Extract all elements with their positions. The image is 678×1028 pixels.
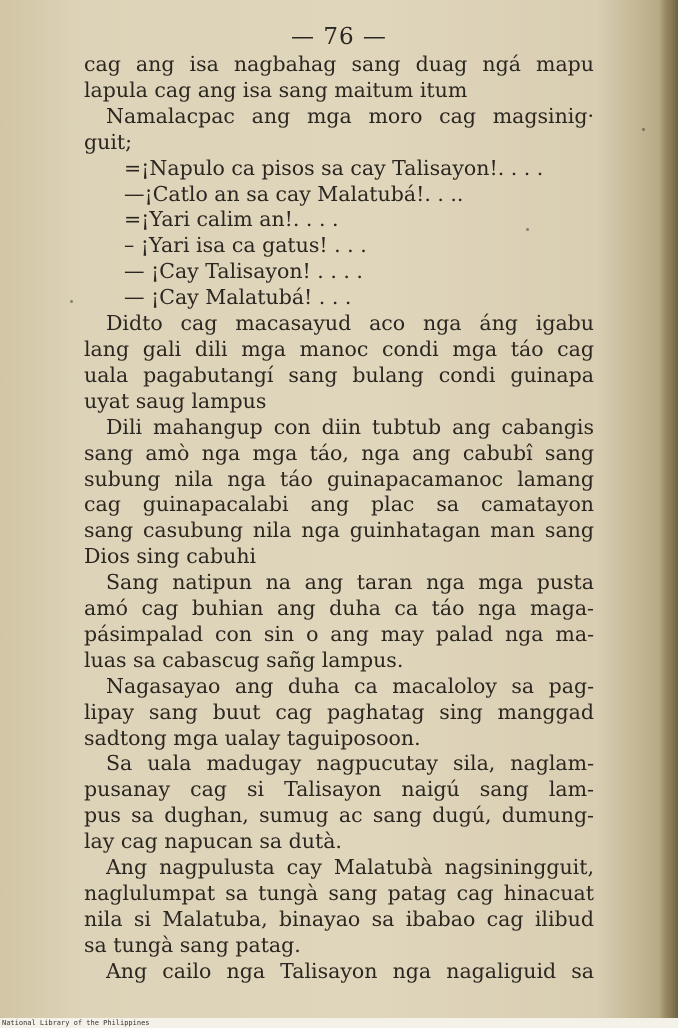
text-line: amó cag buhian ang duha ca táo nga maga- [84, 596, 594, 621]
text-line: cag guinapacalabi ang plac sa camatayon [84, 492, 594, 517]
ink-speck [642, 128, 645, 131]
text-line: uyat saug lampus [84, 388, 267, 413]
text-line: lay cag napucan sa dutà. [84, 829, 342, 854]
dialog-line: — ¡Cay Malatubá! . . . [124, 285, 352, 310]
text-line: luas sa cabascug sañg lampus. [84, 647, 404, 672]
ink-speck [70, 300, 73, 303]
text-line: Didto cag macasayud aco nga áng igabu [106, 311, 594, 336]
dialog-line: – ¡Yari isa ca gatus! . . . [124, 233, 367, 258]
dialog-line: —¡Catlo an sa cay Malatubá!. . .. [124, 181, 464, 206]
text-line: lang gali dili mga manoc condi mga táo cag [84, 336, 594, 361]
page-spine-shadow [660, 0, 678, 1018]
page-number: — 76 — [291, 24, 387, 50]
page-text [84, 52, 594, 985]
dialog-line: — ¡Cay Talisayon! . . . . [124, 259, 363, 284]
text-line: lapula cag ang isa sang maitum itum [84, 77, 468, 102]
text-line: nila si Malatuba, binayao sa ibabao cag ilibud [84, 906, 594, 931]
text-line: Sang natipun na ang taran nga mga pusta [106, 570, 594, 595]
text-line: Dili mahangup con diin tubtub ang cabangis [106, 414, 594, 439]
text-line: sadtong mga ualay taguiposoon. [84, 725, 421, 750]
text-line: naglulumpat sa tungà sang patag cag hinacuat [84, 881, 594, 905]
text-line: sang casubung nila nga guinhatagan man sang [84, 518, 594, 543]
text-line: Ang cailo nga Talisayon nga nagaliguid sa [106, 958, 594, 983]
text-line: sang amò nga mga táo, nga ang cabubî sang [84, 440, 594, 465]
text-line: pusanay cag si Talisayon naigú sang lam- [84, 777, 594, 802]
text-line: sa tungà sang patag. [84, 932, 301, 957]
dialog-line: =¡Napulo ca pisos sa cay Talisayon!. . . . [124, 155, 544, 180]
text-line: cag ang isa nagbahag sang duag ngá mapu [84, 52, 594, 76]
footer-credit: National Library of the Philippines [0, 1018, 678, 1028]
text-line: Sa uala madugay nagpucutay sila, naglam- [106, 751, 594, 776]
dialog-line: =¡Yari calim an!. . . . [124, 207, 339, 232]
text-line: subung nila nga táo guinapacamanoc lamang [84, 466, 594, 491]
text-line: pásimpalad con sin o ang may palad nga ma- [84, 621, 594, 646]
text-line: pus sa dughan, sumug ac sang dugú, dumung- [84, 803, 594, 828]
text-line: Ang nagpulusta cay Malatubà nagsiningguit, [106, 855, 594, 880]
text-line: Dios sing cabuhi [84, 544, 257, 569]
text-line: lipay sang buut cag paghatag sing manggad [84, 699, 594, 724]
text-line: Nagasayao ang duha ca macaloloy sa pag- [106, 673, 594, 698]
text-line: guit; [84, 129, 133, 154]
text-line: uala pagabutangí sang bulang condi guinapa [84, 362, 594, 387]
text-line: Namalacpac ang mga moro cag magsinig· [106, 103, 594, 128]
